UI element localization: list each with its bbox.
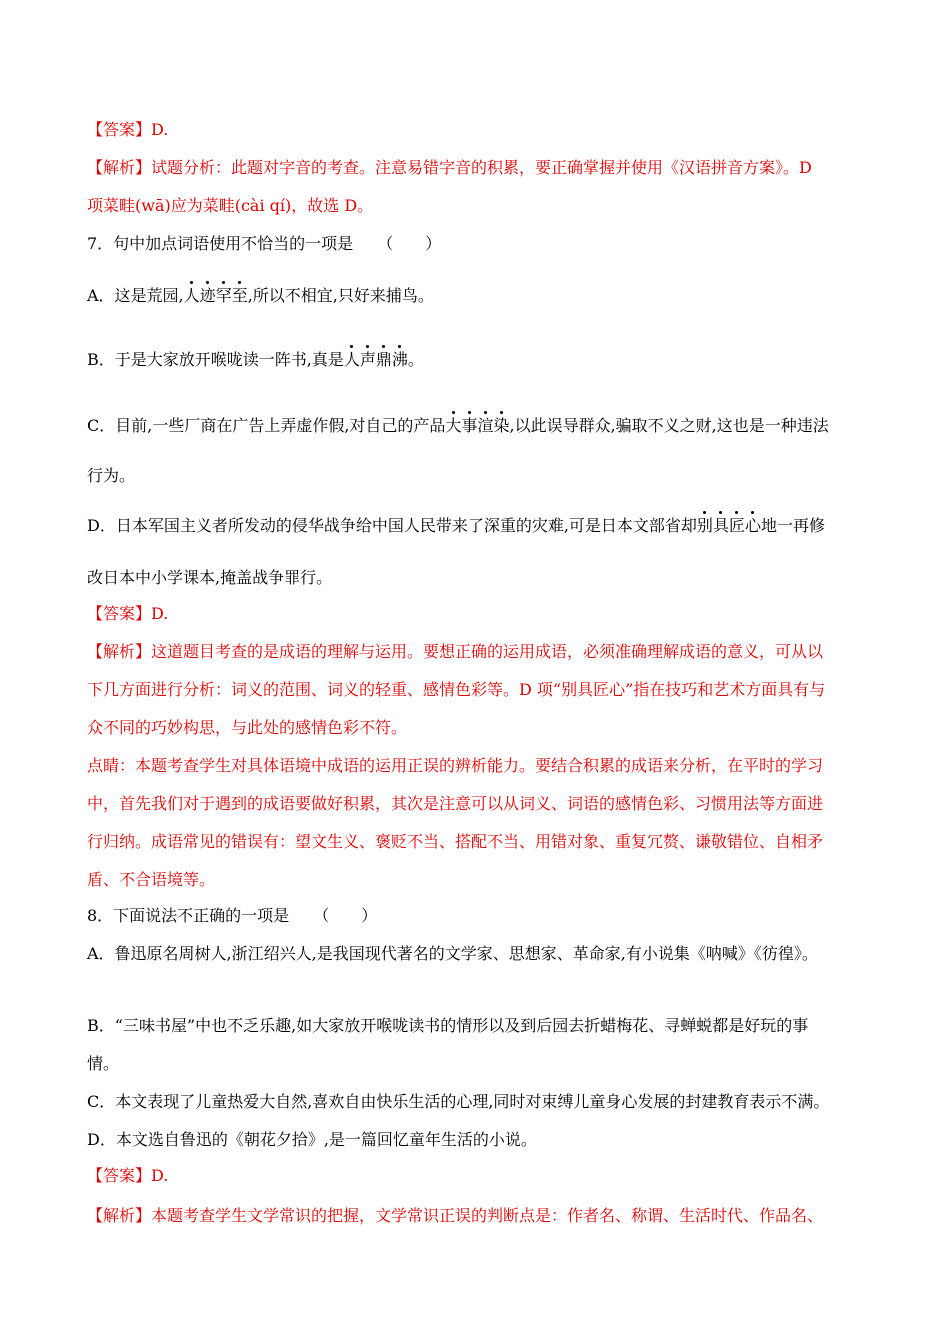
q7-option-d-line-2: 改日本中小学课本,掩盖战争罪行。 [87,568,333,587]
q7-option-d-text-end: 地一再修 [760,516,825,535]
q7-tip-line-4: 盾、不合语境等。 [87,870,216,889]
dotted-char: 染 [493,416,510,435]
q7-option-a-text-end: ,所以不相宜,只好来捕鸟。 [247,286,434,305]
q7-tip-line-3: 行归纳。成语常见的错误有：望文生义、褒贬不当、搭配不当、用错对象、重复冗赘、谦敬错位、自相矛 [87,832,824,851]
q7-stem [87,234,441,254]
q8-option-b: B．“三味书屋”中也不乏乐趣,如大家放开喉咙读书的情形以及到后园去折蜡梅花、寻蝉蜕都是好玩的事 [87,1016,809,1035]
q7-analysis-line-3: 众不同的巧妙构思，与此处的感情色彩不符。 [87,718,408,737]
q8-stem [87,906,377,926]
q7-option-b-text-end: 。 [407,350,424,369]
q7-tip-line-1: 点睛：本题考查学生对具体语境中成语的运用正误的辨析能力。要结合积累的成语来分析，在平时的学习 [87,756,824,775]
q6-analysis-line-2: 项菜畦(wā)应为菜畦(cài qí)，故选 D。 [87,196,374,215]
q7-tip-line-2: 中，首先我们对于遇到的成语要做好积累，其次是注意可以从词义、词语的感情色彩、习惯用法等方面进 [87,794,824,813]
q7-answer: 【答案】D. [87,604,169,623]
q7-option-d-text: D．日本军国主义者所发动的侵华战争给中国人民带来了深重的灾难,可是日本文部省却 [87,516,697,535]
dotted-char: 至 [231,286,248,305]
q8-option-d: D．本文选自鲁迅的《朝花夕拾》,是一篇回忆童年生活的小说。 [87,1130,537,1149]
dotted-char: 人 [183,286,200,305]
q8-stem-text: 8．下面说法不正确的一项是 [87,906,290,925]
q7-option-c-text-end: ,以此误导群众,骗取不义之财,这也是一种违法 [509,416,829,435]
dotted-char: 大 [445,416,462,435]
q8-answer: 【答案】D. [87,1166,169,1185]
q7-option-a [87,286,434,306]
dotted-char: 迹 [199,286,216,305]
dotted-char: 鼎 [375,350,392,369]
q7-option-c [87,416,829,436]
q7-option-c-line-2: 行为。 [87,466,136,485]
q7-option-c-text: C．目前,一些厂商在广告上弄虚作假,对自己的产品 [87,416,446,435]
q8-option-a: A．鲁迅原名周树人,浙江绍兴人,是我国现代著名的文学家、思想家、革命家,有小说集《呐喊》《彷徨》。 [87,944,818,963]
q7-option-d [87,516,825,536]
q7-option-a-text: A．这是荒园, [87,286,184,305]
q6-answer: 【答案】D. [87,120,169,139]
q6-analysis-line-1: 【解析】试题分析：此题对字音的考查。注意易错字音的积累，要正确掌握并使用《汉语拼音方案》。D [87,158,812,177]
q7-analysis-line-2: 下几方面进行分析：词义的范围、词义的轻重、感情色彩等。D 项“别具匠心”指在技巧和艺术方面具有与 [87,680,826,699]
dotted-char: 罕 [215,286,232,305]
q8-option-b-line-2: 情。 [87,1054,120,1073]
dotted-char: 匠 [728,516,745,535]
q8-option-c: C．本文表现了儿童热爱大自然,喜欢自由快乐生活的心理,同时对束缚儿童身心发展的封建教育表示不满。 [87,1092,830,1111]
q7-stem-text: 7．句中加点词语使用不恰当的一项是 [87,234,354,253]
q7-option-b [87,350,424,370]
dotted-char: 声 [359,350,376,369]
dotted-char: 沸 [391,350,408,369]
dotted-char: 别 [696,516,713,535]
q8-paren: （ ） [313,906,378,925]
q7-option-b-text: B．于是大家放开喉咙读一阵书,真是 [87,350,344,369]
q8-analysis-line-1: 【解析】本题考查学生文学常识的把握，文学常识正误的判断点是：作者名、称谓、生活时代、作品名、 [87,1206,824,1225]
dotted-char: 事 [461,416,478,435]
dotted-char: 具 [712,516,729,535]
dotted-char: 人 [343,350,360,369]
q7-paren: （ ） [377,234,442,253]
dotted-char: 渲 [477,416,494,435]
dotted-char: 心 [744,516,761,535]
q7-analysis-line-1: 【解析】这道题目考查的是成语的理解与运用。要想正确的运用成语，必须准确理解成语的意义，可从以 [87,642,824,661]
